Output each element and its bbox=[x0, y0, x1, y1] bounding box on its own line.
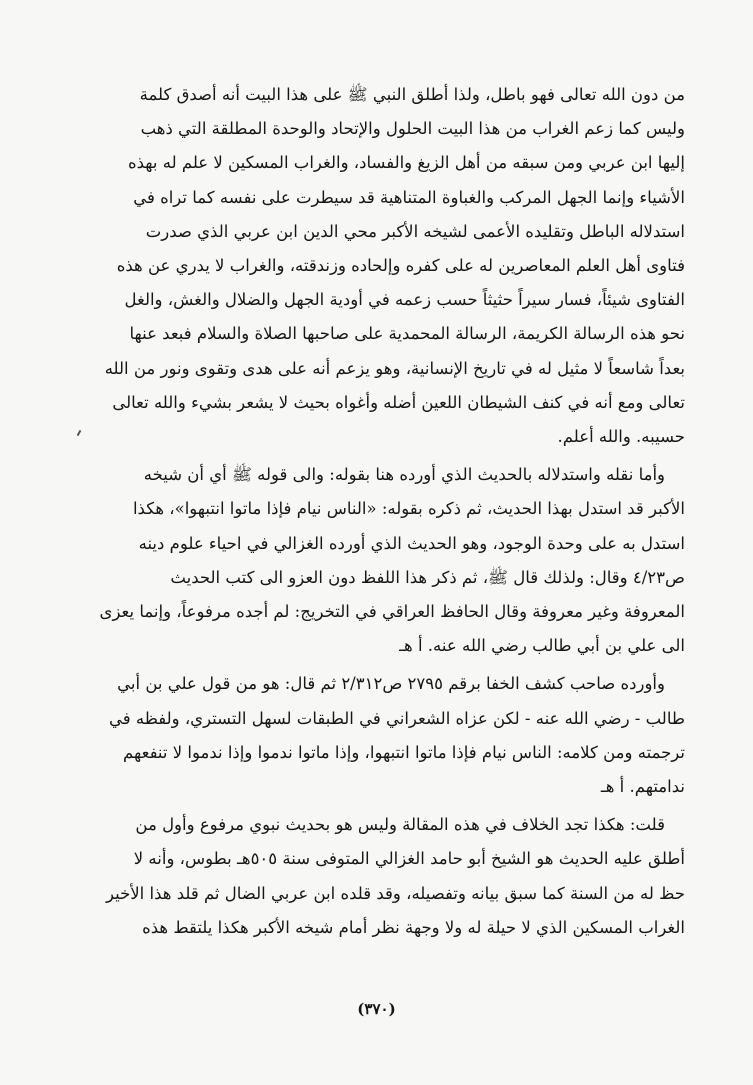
text-line: طالب - رضي الله عنه - لكن عزاه الشعراني في الطبقات لسهل التستري، ولفظه في bbox=[108, 708, 685, 728]
paragraph-4 bbox=[65, 808, 685, 945]
text-line: وأما نقله واستدلاله بالحديث الذي أورده هنا بقوله: والى قوله ﷺ أي أن شيخه bbox=[143, 465, 665, 485]
paragraph-3 bbox=[65, 667, 685, 804]
page-number: (٣٧٠) bbox=[357, 1000, 396, 1018]
text-line: المعروفة وغير معروفة وقال الحافظ العراقي في التخريج: لم أجده مرفوعاً، وإنما يعزى bbox=[99, 602, 685, 622]
text-line: الأكبر قد استدل بهذا الحديث، ثم ذكره بقوله: «الناس نيام فإذا ماتوا انتبهوا»، هكذا bbox=[132, 499, 685, 519]
text-line: ترجمته ومن كلامه: الناس نيام فإذا ماتوا انتبهوا، وإذا ماتوا ندموا وإذا ندموا لا تنفعهم bbox=[123, 742, 685, 762]
text-line: الغراب المسكين الذي لا حيلة له ولا وجهة نظر أمام شيخه الأكبر هكذا يلتقط هذه bbox=[142, 917, 685, 937]
text-line: بعداً شاسعاً لا مثيل له في تاريخ الإنسانية، وهو يزعم أنه على هدى وتقوى ونور من الله bbox=[104, 358, 685, 378]
text-line: من دون الله تعالى فهو باطل، ولذا أطلق النبي ﷺ على هذا البيت أنه أصدق كلمة bbox=[139, 85, 685, 104]
text-line: الى علي بن أبي طالب رضي الله عنه. أ هـ bbox=[399, 636, 685, 656]
text-line: ص٤/٢٣ وقال: ولذلك قال ﷺ، ثم ذكر هذا اللفظ دون العزو الى كتب الحديث bbox=[170, 567, 685, 587]
text-line: ندامتهم. أ هـ bbox=[600, 777, 685, 797]
text-line: تعالى ومع أنه في كنف الشيطان اللعين أضله وأغواه بحيث لا يشعر بشيء والله تعالى bbox=[112, 392, 685, 412]
text-line: استدلاله الباطل وتقليده الأعمى لشيخه الأكبر محي الدين ابن عربي الذي صدرت bbox=[145, 221, 685, 241]
text-line: الفتاوى شيئاً، فسار سيراً حثيثاً حسب زعمه في أودية الجهل والضلال والغش، والغل bbox=[124, 290, 685, 310]
text-line: نحو هذه الرسالة الكريمة، الرسالة المحمدية على صاحبها الصلاة والسلام فبعد عنها bbox=[129, 324, 685, 344]
text-line: الأشياء وإنما الجهل المركب والغباوة المتناهية قد سيطرت على نفسه كما تراه في bbox=[133, 187, 685, 207]
text-line: أطلق عليه الحديث هو الشيخ أبو حامد الغزالي المتوفى سنة ٥٠٥هـ بطوس، وأنه لا bbox=[133, 849, 685, 869]
text-line: حظ له من السنة كما سبق بيانه وتفصيله، وقد قلده ابن عربي الضال ثم قلد هذا الأخير bbox=[105, 883, 685, 903]
text-line: قلت: هكذا تجد الخلاف في هذه المقالة وليس هو بحديث نبوي مرفوع وأول من bbox=[135, 815, 665, 835]
text-line: إليها ابن عربي ومن سبقه من أهل الزيغ والفساد، والغراب المسكين لا علم له بهذه bbox=[127, 153, 685, 173]
text-line: استدل به على وحدة الوجود، وهو الحديث الذي أورده الغزالي في احياء علوم دينه bbox=[138, 533, 685, 553]
text-line: فتاوى أهل العلم المعاصرين له على كفره وإلحاده وزندقته، والغراب لا يدري عن هذه bbox=[116, 256, 685, 276]
paragraph-1 bbox=[65, 78, 685, 454]
text-line: حسيبه. والله أعلم. bbox=[557, 427, 685, 447]
text-line: وأورده صاحب كشف الخفا برقم ٢٧٩٥ ص٢/٣١٢ ثم قال: هو من قول علي بن أبي bbox=[117, 674, 665, 694]
text-line: وليس كما زعم الغراب من هذا البيت الحلول والإتحاد والوحدة المطلقة التي ذهب bbox=[140, 119, 685, 139]
paragraph-2 bbox=[65, 458, 685, 663]
